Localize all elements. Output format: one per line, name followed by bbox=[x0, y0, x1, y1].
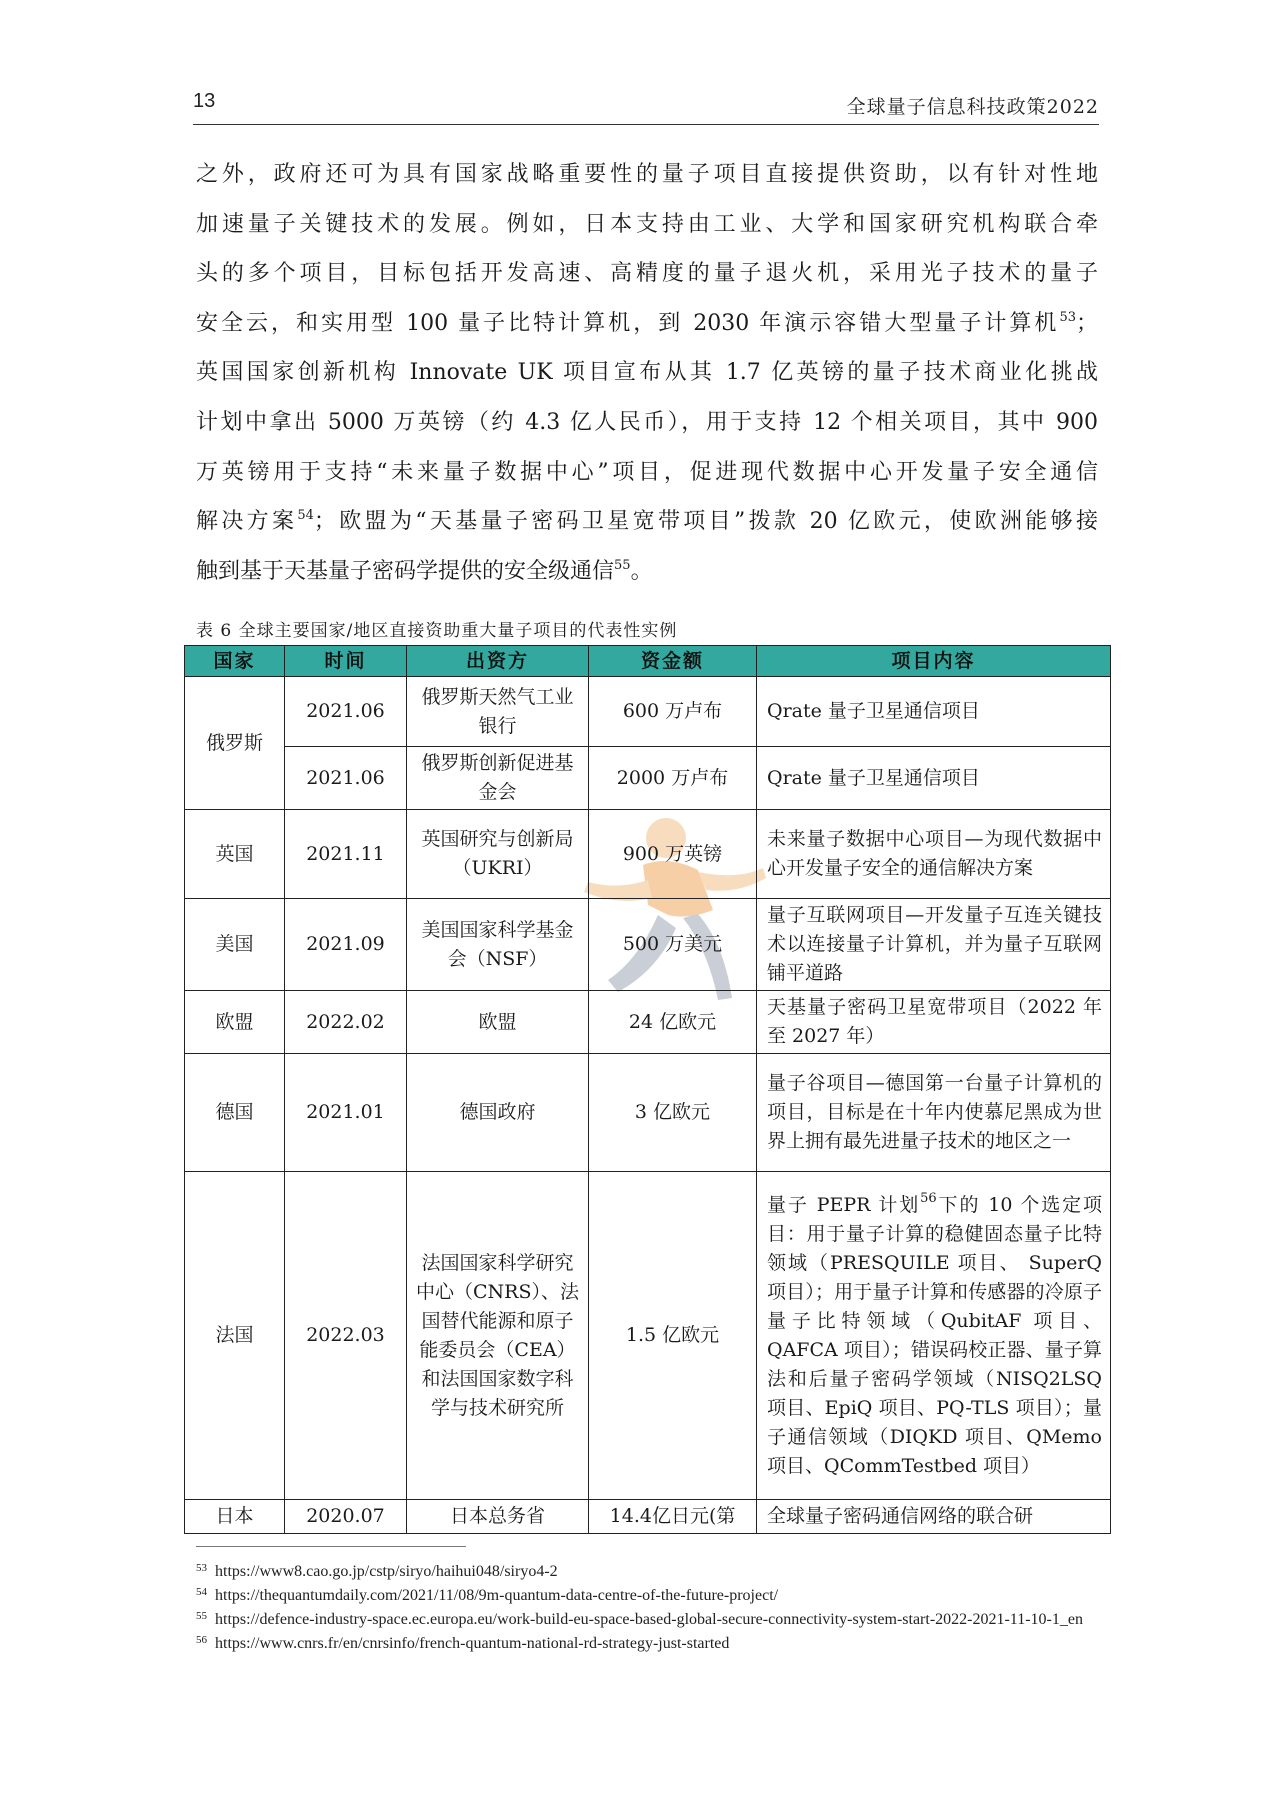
footnote-ref[interactable]: 56 bbox=[920, 1190, 937, 1206]
page-header bbox=[193, 88, 1099, 125]
page-number: 13 bbox=[193, 90, 216, 112]
cell-country: 德国 bbox=[185, 1054, 285, 1172]
cell-content: Qrate 量子卫星通信项目 bbox=[757, 677, 1111, 747]
table-row bbox=[185, 899, 1111, 991]
cell-funder: 俄罗斯天然气工业银行 bbox=[407, 677, 589, 747]
footnotes bbox=[196, 1558, 1106, 1654]
cell-funder: 美国国家科学基金会（NSF） bbox=[407, 899, 589, 991]
footnote-item: $^{53}$ https://www8.cao.go.jp/cstp/siryo/haihui048/siryo4-2 bbox=[196, 1562, 558, 1580]
footnote-item: $^{56}$ https://www.cnrs.fr/en/cnrsinfo/french-quantum-national-rd-strategy-just-started bbox=[196, 1634, 730, 1652]
cell-time: 2021.01 bbox=[285, 1054, 407, 1172]
cell-amount: 1.5 亿欧元 bbox=[589, 1172, 757, 1500]
footnote-link[interactable]: https://www.cnrs.fr/en/cnrsinfo/french-quantum-national-rd-strategy-just-started bbox=[215, 1635, 730, 1652]
cell-time: 2021.06 bbox=[285, 677, 407, 747]
footnote-link[interactable]: https://defence-industry-space.ec.europa.eu/work-build-eu-space-based-global-secure-connectivity-system-start-2022-2021-11-10-1_en bbox=[215, 1611, 1083, 1628]
table-row bbox=[185, 1500, 1111, 1534]
column-header: 国家 bbox=[185, 646, 285, 677]
body-line: 之外，政府还可为具有国家战略重要性的量子项目直接提供资助，以有针对性地 bbox=[196, 162, 1098, 187]
cell-content: 天基量子密码卫星宽带项目（2022 年至 2027 年） bbox=[757, 991, 1111, 1054]
cell-content: 未来量子数据中心项目—为现代数据中心开发量子安全的通信解决方案 bbox=[757, 810, 1111, 899]
cell-funder: 英国研究与创新局（UKRI） bbox=[407, 810, 589, 899]
body-paragraph bbox=[196, 150, 1098, 596]
footnote-item: $^{54}$ https://thequantumdaily.com/2021/11/08/9m-quantum-data-centre-of-the-future-project/ bbox=[196, 1586, 779, 1604]
column-header: 出资方 bbox=[407, 646, 589, 677]
cell-amount: 2000 万卢布 bbox=[589, 747, 757, 810]
column-header: 项目内容 bbox=[757, 646, 1111, 677]
cell-time: 2022.02 bbox=[285, 991, 407, 1054]
cell-country: 日本 bbox=[185, 1500, 285, 1534]
funding-table bbox=[184, 645, 1111, 1534]
table-row bbox=[185, 1054, 1111, 1172]
column-header: 资金额 bbox=[589, 646, 757, 677]
cell-content: 量子谷项目—德国第一台量子计算机的项目，目标是在十年内使慕尼黑成为世界上拥有最先进量子技术的地区之一 bbox=[757, 1054, 1111, 1172]
cell-amount: 500 万美元 bbox=[589, 899, 757, 991]
footnote-item: $^{55}$ https://defence-industry-space.ec.europa.eu/work-build-eu-space-based-global-secure-connectivity-system-start-2022-2021-11-10-1_en bbox=[196, 1610, 1083, 1628]
footnote-ref[interactable]: 53 bbox=[1059, 309, 1076, 325]
footnote-divider bbox=[196, 1546, 466, 1547]
body-line: 英国国家创新机构 Innovate UK 项目宣布从其 1.7 亿英镑的量子技术商业化挑战 bbox=[196, 360, 1098, 386]
cell-amount: 24 亿欧元 bbox=[589, 991, 757, 1054]
cell-funder: 欧盟 bbox=[407, 991, 589, 1054]
cell-time: 2021.06 bbox=[285, 747, 407, 810]
body-line: 计划中拿出 5000 万英镑（约 4.3 亿人民币），用于支持 12 个相关项目，其中 900 bbox=[196, 409, 1098, 435]
cell-country: 欧盟 bbox=[185, 991, 285, 1054]
cell-time: 2021.09 bbox=[285, 899, 407, 991]
cell-time: 2020.07 bbox=[285, 1500, 407, 1534]
cell-amount: 3 亿欧元 bbox=[589, 1054, 757, 1172]
cell-country: 俄罗斯 bbox=[185, 677, 285, 810]
body-line: 头的多个项目，目标包括开发高速、高精度的量子退火机，采用光子技术的量子 bbox=[196, 261, 1098, 287]
cell-funder: 法国国家科学研究中心（CNRS）、法国替代能源和原子能委员会（CEA）和法国国家数字科学与技术研究所 bbox=[407, 1172, 589, 1500]
cell-time: 2021.11 bbox=[285, 810, 407, 899]
body-line: 加速量子关键技术的发展。例如，日本支持由工业、大学和国家研究机构联合牵 bbox=[196, 211, 1098, 237]
body-line: 解决方案$^{54}$；欧盟为“天基量子密码卫星宽带项目”拨款 20 亿欧元，使欧洲能够接 bbox=[196, 508, 1098, 535]
table-row bbox=[185, 747, 1111, 810]
cell-content: 量子 PEPR 计划$^{56}$下的 10 个选定项目：用于量子计算的稳健固态量子比特领域（PRESQUILE 项目、 SuperQ 项目）；用于量子计算和传感器的冷原子量子比特领域（QubitAF 项目、QAFCA 项目）；错误码校正器、量子算法和后量子密码学领域（NISQ2LSQ 项目、EpiQ 项目、PQ-TLS 项目）；量子通信领域（DIQKD 项目、QMemo 项目、QCommTestbed 项目） bbox=[757, 1172, 1111, 1500]
table-row bbox=[185, 1172, 1111, 1500]
cell-content: 全球量子密码通信网络的联合研 bbox=[757, 1500, 1111, 1534]
cell-amount: 900 万英镑 bbox=[589, 810, 757, 899]
table-row bbox=[185, 810, 1111, 899]
cell-funder: 德国政府 bbox=[407, 1054, 589, 1172]
cell-funder: 日本总务省 bbox=[407, 1500, 589, 1534]
footnote-link[interactable]: https://thequantumdaily.com/2021/11/08/9m-quantum-data-centre-of-the-future-project/ bbox=[215, 1587, 779, 1604]
cell-country: 美国 bbox=[185, 899, 285, 991]
footnote-ref[interactable]: 55 bbox=[614, 557, 631, 573]
cell-time: 2022.03 bbox=[285, 1172, 407, 1500]
body-line: 安全云，和实用型 100 量子比特计算机，到 2030 年演示容错大型量子计算机$^{53}$； bbox=[196, 309, 1098, 336]
cell-funder: 俄罗斯创新促进基金会 bbox=[407, 747, 589, 810]
table-caption: 表 6 全球主要国家/地区直接资助重大量子项目的代表性实例 bbox=[196, 621, 678, 641]
body-line: 万英镑用于支持“未来量子数据中心”项目，促进现代数据中心开发量子安全通信 bbox=[196, 459, 1098, 485]
cell-country: 法国 bbox=[185, 1172, 285, 1500]
cell-amount: 600 万卢布 bbox=[589, 677, 757, 747]
cell-amount: 14.4亿日元(第 bbox=[589, 1500, 757, 1534]
running-title: 全球量子信息科技政策2022 bbox=[846, 96, 1099, 118]
body-line: 触到基于天基量子密码学提供的安全级通信$^{55}$。 bbox=[196, 557, 653, 584]
footnote-link[interactable]: https://www8.cao.go.jp/cstp/siryo/haihui048/siryo4-2 bbox=[215, 1563, 558, 1580]
cell-country: 英国 bbox=[185, 810, 285, 899]
cell-content: Qrate 量子卫星通信项目 bbox=[757, 747, 1111, 810]
cell-content: 量子互联网项目—开发量子互连关键技术以连接量子计算机，并为量子互联网铺平道路 bbox=[757, 899, 1111, 991]
column-header: 时间 bbox=[285, 646, 407, 677]
footnote-ref[interactable]: 54 bbox=[297, 508, 314, 524]
table-header-row bbox=[185, 646, 1111, 677]
table-row bbox=[185, 677, 1111, 747]
table-row bbox=[185, 991, 1111, 1054]
